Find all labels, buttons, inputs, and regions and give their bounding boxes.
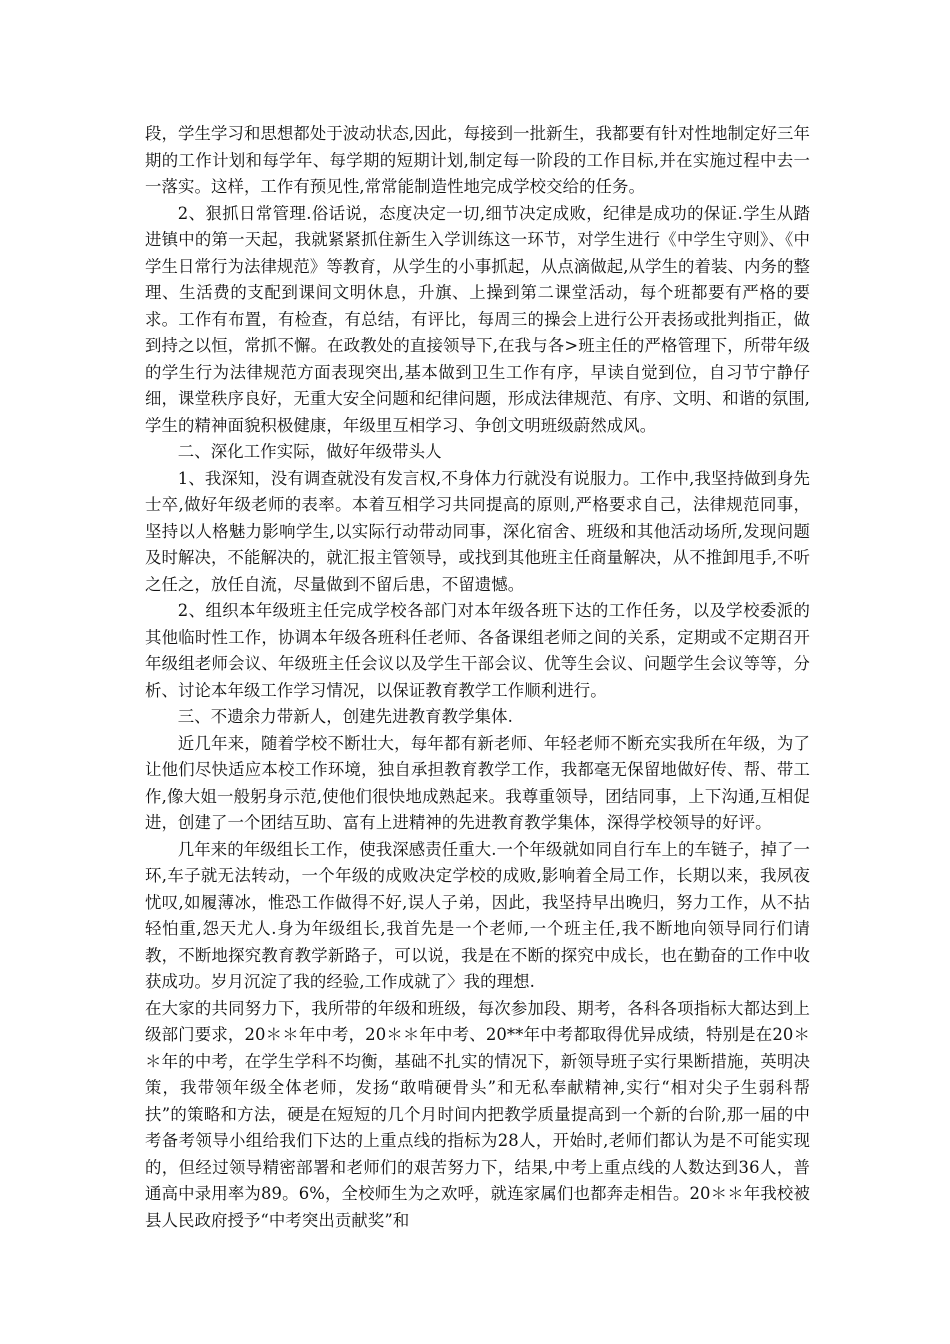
paragraph-2: 2、狠抓日常管理.俗话说，态度决定一切,细节决定成败，纪律是成功的保证.学生从踏进镇中的第一天起，我就紧紧抓住新生入学训练这一环节，对学生进行《中学生守则》、《中学生日常行为法律规范》等教育，从学生的小事抓起，从点滴做起,从学生的着装、内务的整理、生活费的支配到课间文明休息，升旗、上操到第二课堂活动，每个班都要有严格的要求。工作有布置，有检查，有总结，有评比，每周三的操会上进行公开表扬或批判指正，做到持之以恒，常抓不懈。在政教处的直接领导下,在我与各>班主任的严格管理下，所带年级的学生行为法律规范方面表现突出,基本做到卫生工作有序，早读自觉到位，自习节宁静仔细，课堂秩序良好，无重大安全问题和纪律问题，形成法律规范、有序、文明、和谐的氛围,学生的精神面貌积极健康，年级里互相学习、争创文明班级蔚然成风。 [145, 203, 810, 435]
paragraph-3: 1、我深知，没有调查就没有发言权,不身体力行就没有说服力。工作中,我坚持做到身先士卒,做好年级老师的表率。本着互相学习共同提高的原则,严格要求自己，法律规范同事，坚持以人格魅力影响学生,以实际行动带动同事，深化宿舍、班级和其他活动场所,发现问题及时解决，不能解决的，就汇报主管领导，或找到其他班主任商量解决，从不推卸甩手,不听之任之，放任自流，尽量做到不留后患，不留遗憾。 [145, 468, 810, 594]
paragraph-7: 在大家的共同努力下，我所带的年级和班级，每次参加段、期考，各科各项指标大都达到上级部门要求，20＊＊年中考，20＊＊年中考、20**年中考都取得优异成绩，特别是在20＊＊年的中考，在学生学科不均衡，基础不扎实的情况下，新领导班子实行果断措施，英明决策，我带领年级全体老师，发扬“敢啃硬骨头”和无私奉献精神,实行“相对尖子生弱科帮扶”的策略和方法，硬是在短短的几个月时间内把教学质量提高到一个新的台阶,那一届的中考备考领导小组给我们下达的上重点线的指标为28人，开始时,老师们都认为是不可能实现的，但经过领导精密部署和老师们的艰苦努力下，结果,中考上重点线的人数达到36人，普通高中录用率为89。6%，全校师生为之欢呼，就连家属们也都奔走相告。20＊＊年我校被县人民政府授予“中考突出贡献奖”和 [145, 998, 810, 1230]
document-body [145, 121, 810, 1234]
paragraph-1: 段，学生学习和思想都处于波动状态,因此，每接到一批新生，我都要有针对性地制定好三年期的工作计划和每学年、每学期的短期计划,制定每一阶段的工作目标,并在实施过程中去一一落实。这样，工作有预见性,常常能制造性地完成学校交给的任务。 [145, 124, 810, 196]
section-heading-3: 三、不遗余力带新人，创建先进教育教学集体. [177, 707, 513, 726]
paragraph-4: 2、组织本年级班主任完成学校各部门对本年级各班下达的工作任务，以及学校委派的其他临时性工作，协调本年级各班科任老师、各备课组老师之间的关系，定期或不定期召开年级组老师会议、年级班主任会议以及学生干部会议、优等生会议、问题学生会议等等，分析、讨论本年级工作学习情况，以保证教育教学工作顺利进行。 [145, 601, 810, 700]
paragraph-5: 近几年来，随着学校不断壮大，每年都有新老师、年轻老师不断充实我所在年级，为了让他们尽快适应本校工作环境，独自承担教育教学工作，我都毫无保留地做好传、帮、带工作,像大姐一般躬身示范,使他们很快地成熟起来。我尊重领导，团结同事，上下沟通,互相促进，创建了一个团结互助、富有上进精神的先进教育教学集体，深得学校领导的好评。 [145, 733, 810, 832]
section-heading-2: 二、深化工作实际，做好年级带头人 [177, 442, 442, 461]
paragraph-6: 几年来的年级组长工作，使我深感责任重大.一个年级就如同自行车上的车链子，掉了一环,车子就无法转动，一个年级的成败决定学校的成败,影响着全局工作，长期以来，我夙夜忧叹,如履薄冰，惟恐工作做得不好,误人子弟，因此，我坚持早出晚归，努力工作，从不拈轻怕重,怨天尤人.身为年级组长,我首先是一个老师,一个班主任,我不断地向领导同行们请教，不断地探究教育教学新路子，可以说，我是在不断的探究中成长，也在勤奋的工作中收获成功。岁月沉淀了我的经验,工作成就了〉我的理想. [145, 839, 810, 991]
